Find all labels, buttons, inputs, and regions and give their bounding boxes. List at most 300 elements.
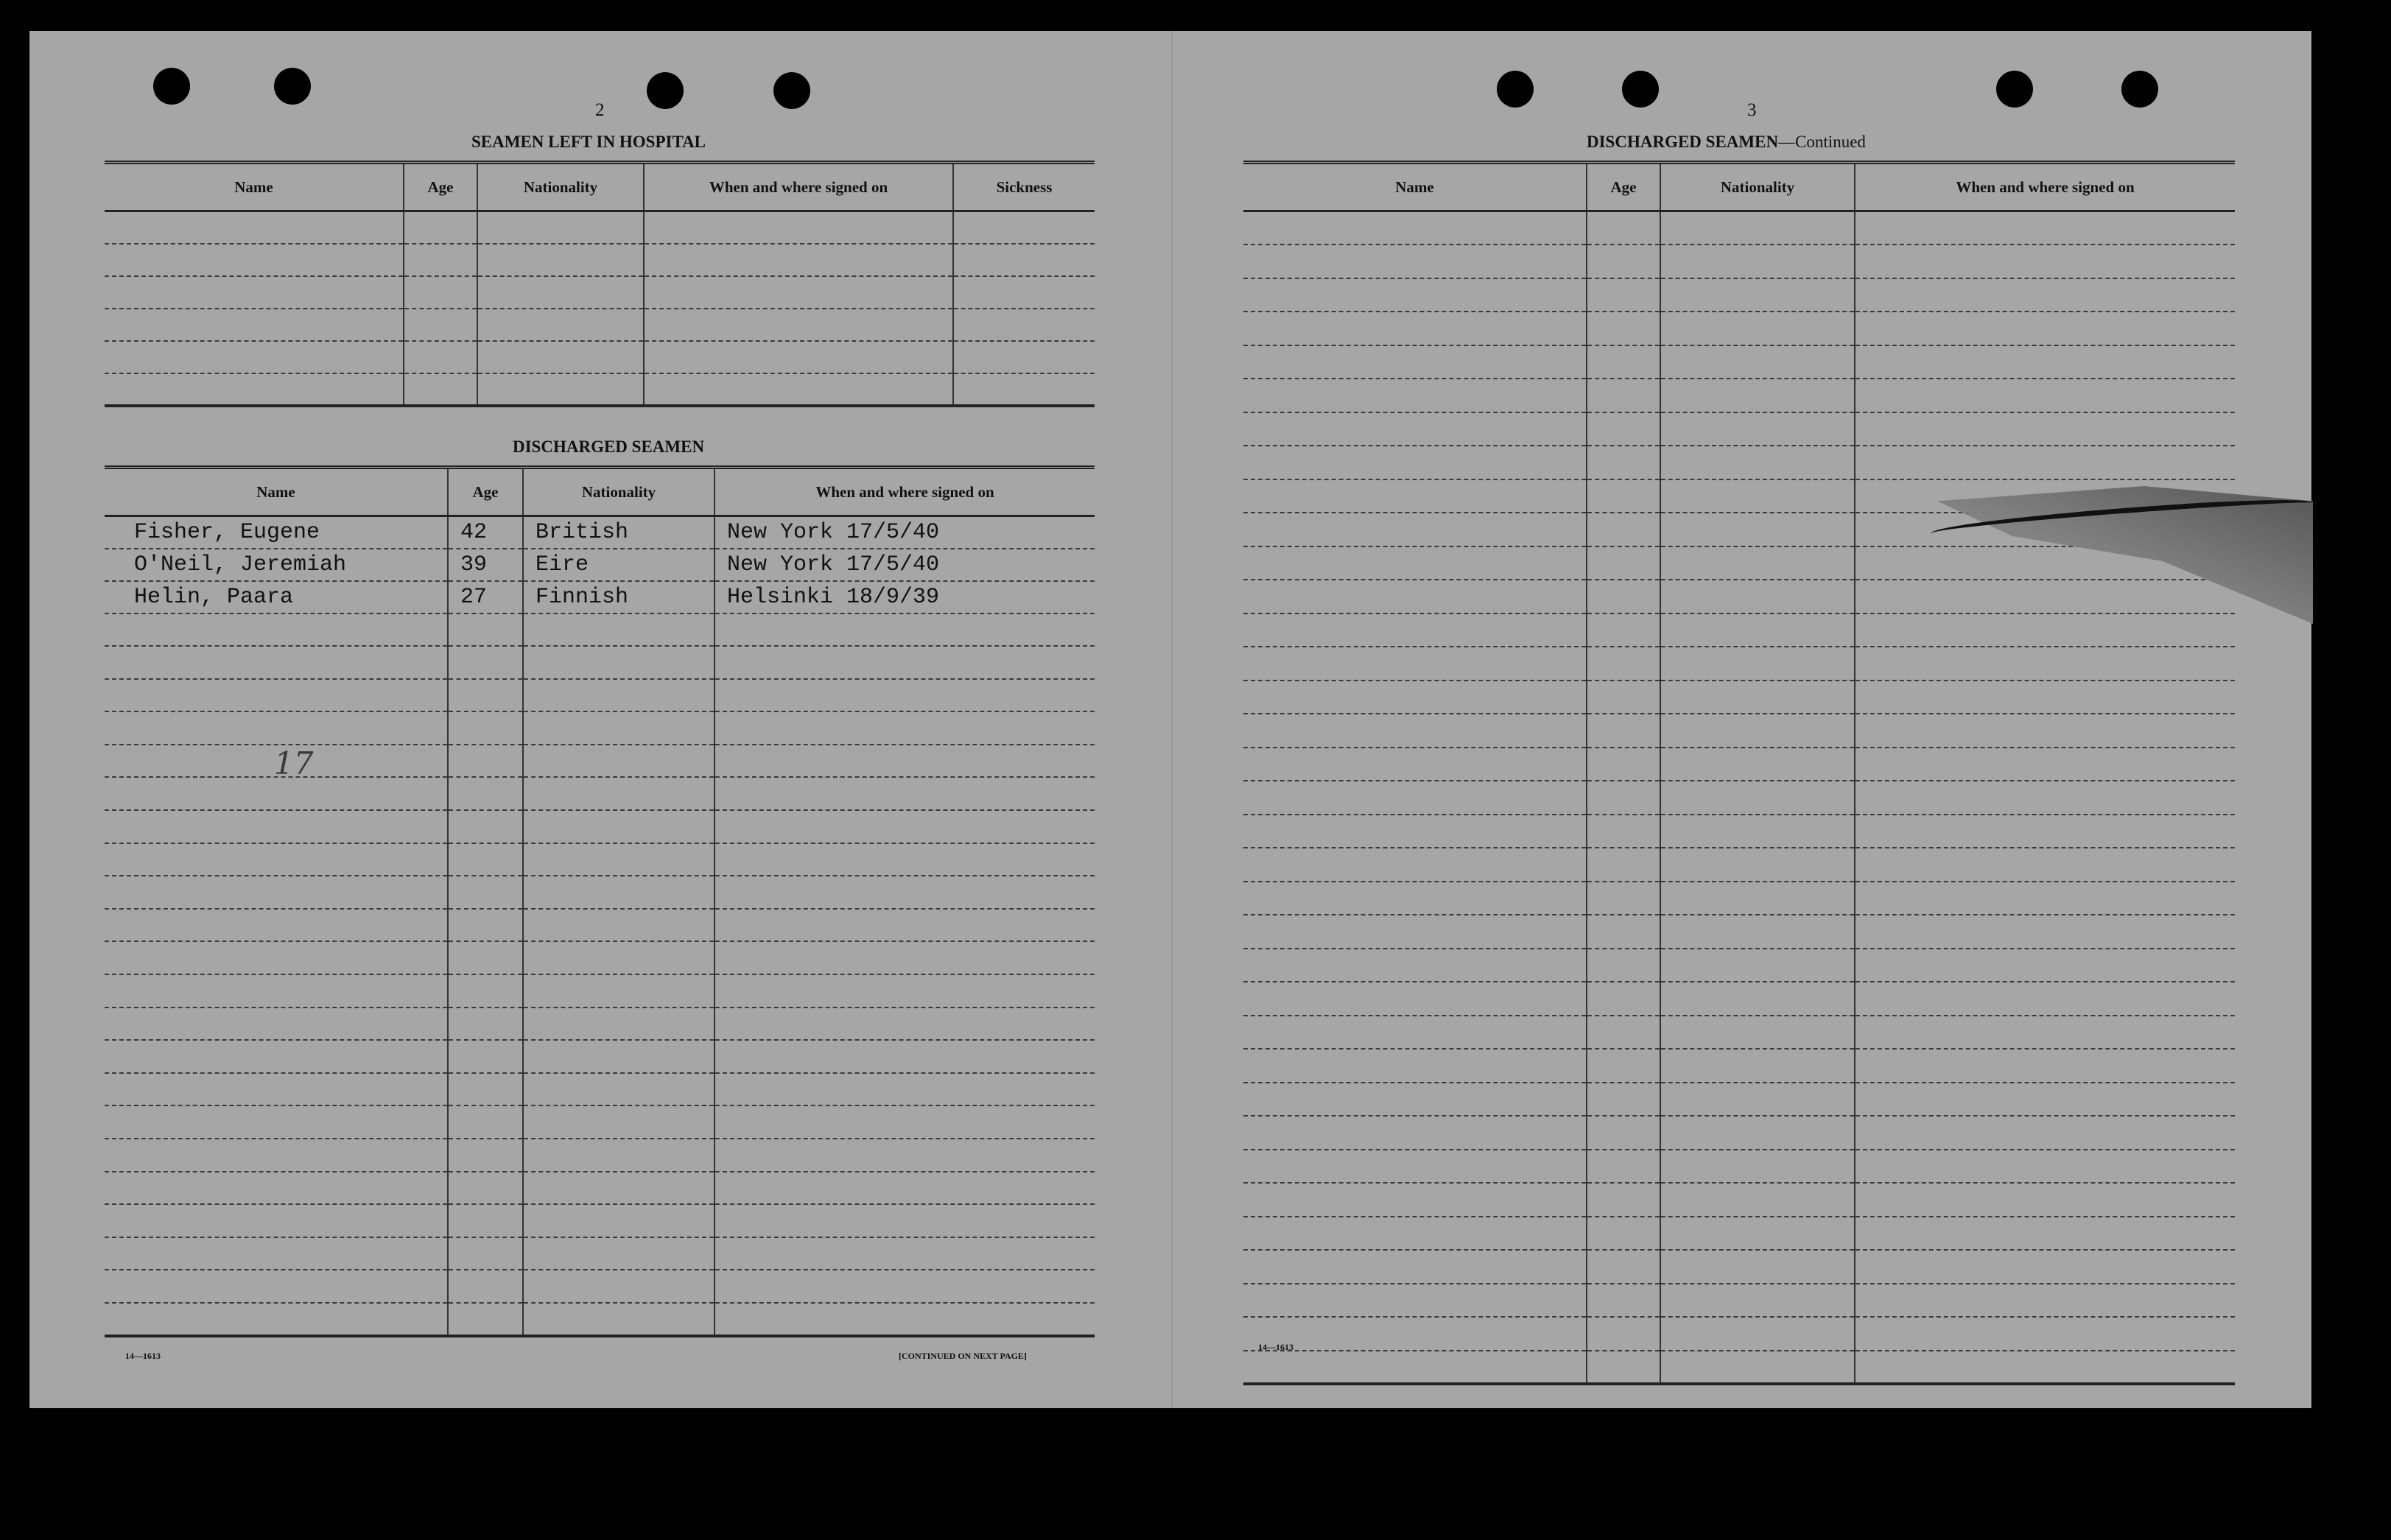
blank-cell <box>1855 915 2235 949</box>
blank-cell <box>404 276 477 309</box>
blank-cell <box>1243 1284 1587 1318</box>
blank-cell <box>523 810 715 843</box>
blank-cell <box>1243 613 1587 647</box>
blank-cell <box>1660 882 1855 915</box>
blank-cell <box>1660 345 1855 379</box>
seaman-name: Helin, Paara <box>105 581 448 613</box>
column-header: Name <box>105 163 404 211</box>
blank-table-row <box>1243 345 2235 379</box>
blank-cell <box>1243 815 1587 848</box>
blank-cell <box>1855 647 2235 681</box>
column-header: When and where signed on <box>644 163 953 211</box>
blank-cell <box>1587 647 1660 681</box>
blank-cell <box>1243 1049 1587 1083</box>
blank-cell <box>1855 949 2235 982</box>
blank-cell <box>448 711 523 745</box>
blank-cell <box>448 876 523 909</box>
handwritten-mark: 17 <box>274 745 314 781</box>
blank-cell <box>1855 714 2235 748</box>
blank-cell <box>1243 278 1587 312</box>
form-number: 14—1613 <box>1258 1342 1293 1352</box>
continued-note: [CONTINUED ON NEXT PAGE] <box>899 1351 1027 1361</box>
blank-table-row <box>1243 1083 2235 1117</box>
blank-cell <box>644 276 953 309</box>
blank-cell <box>477 373 644 406</box>
punch-hole <box>773 72 810 109</box>
blank-cell <box>1587 580 1660 613</box>
punch-hole <box>153 68 190 105</box>
blank-cell <box>1243 915 1587 949</box>
blank-cell <box>1855 848 2235 882</box>
blank-cell <box>1660 1284 1855 1318</box>
blank-cell <box>448 974 523 1008</box>
blank-cell <box>1855 379 2235 412</box>
blank-cell <box>523 1105 715 1139</box>
blank-cell <box>1660 613 1855 647</box>
blank-cell <box>105 244 404 276</box>
blank-cell <box>1660 681 1855 714</box>
blank-table-row <box>105 244 1095 276</box>
blank-cell <box>644 373 953 406</box>
blank-cell <box>1660 1351 1855 1385</box>
blank-cell <box>1587 412 1660 446</box>
blank-cell <box>715 646 1095 679</box>
blank-cell <box>448 1237 523 1270</box>
blank-cell <box>644 211 953 244</box>
blank-cell <box>523 843 715 876</box>
blank-cell <box>1587 1250 1660 1284</box>
blank-cell <box>1660 781 1855 815</box>
blank-table-row <box>105 876 1095 909</box>
blank-cell <box>448 909 523 942</box>
column-header: Nationality <box>523 468 715 516</box>
blank-cell <box>1243 245 1587 278</box>
blank-cell <box>105 1270 448 1303</box>
blank-cell <box>1855 882 2235 915</box>
blank-table-row <box>105 341 1095 373</box>
blank-cell <box>404 341 477 373</box>
blank-cell <box>1855 245 2235 278</box>
blank-cell <box>1243 714 1587 748</box>
punch-hole <box>1622 71 1659 108</box>
blank-table-row <box>105 1105 1095 1139</box>
blank-cell <box>1660 546 1855 580</box>
blank-cell <box>1587 1183 1660 1217</box>
blank-cell <box>105 711 448 745</box>
blank-cell <box>644 309 953 341</box>
blank-cell <box>1855 1183 2235 1217</box>
blank-table-row <box>1243 1217 2235 1251</box>
blank-table-row <box>105 1008 1095 1041</box>
blank-table-row <box>105 777 1095 810</box>
blank-cell <box>448 777 523 810</box>
blank-cell <box>1243 982 1587 1016</box>
blank-table-row <box>1243 915 2235 949</box>
blank-cell <box>448 810 523 843</box>
seaman-age: 39 <box>448 549 523 581</box>
seaman-signed-on: New York 17/5/40 <box>715 516 1095 549</box>
blank-table-row <box>1243 211 2235 245</box>
blank-cell <box>1587 446 1660 479</box>
blank-cell <box>1660 412 1855 446</box>
column-header: Age <box>1587 163 1660 211</box>
blank-cell <box>1243 1183 1587 1217</box>
blank-cell <box>1587 345 1660 379</box>
blank-table-row <box>105 909 1095 942</box>
blank-cell <box>1243 546 1587 580</box>
blank-cell <box>1660 848 1855 882</box>
blank-cell <box>1660 1250 1855 1284</box>
blank-cell <box>1243 1317 1587 1351</box>
blank-cell <box>448 1008 523 1041</box>
blank-cell <box>523 711 715 745</box>
blank-table-row <box>1243 1016 2235 1049</box>
blank-cell <box>523 941 715 974</box>
blank-cell <box>1587 982 1660 1016</box>
page-number: 2 <box>595 100 605 120</box>
blank-cell <box>1660 1116 1855 1150</box>
seaman-signed-on: Helsinki 18/9/39 <box>715 581 1095 613</box>
blank-table-row <box>1243 848 2235 882</box>
blank-cell <box>1660 479 1855 513</box>
blank-table-row <box>105 679 1095 712</box>
blank-cell <box>715 843 1095 876</box>
table-row <box>105 581 1095 613</box>
seaman-age: 27 <box>448 581 523 613</box>
blank-cell <box>1660 915 1855 949</box>
blank-cell <box>1660 949 1855 982</box>
blank-table-row <box>105 276 1095 309</box>
blank-table-row <box>105 373 1095 406</box>
blank-cell <box>1587 1083 1660 1117</box>
blank-cell <box>1587 748 1660 781</box>
blank-cell <box>1855 1284 2235 1318</box>
blank-cell <box>1243 647 1587 681</box>
blank-table-row <box>1243 748 2235 781</box>
blank-cell <box>715 1139 1095 1172</box>
blank-cell <box>477 211 644 244</box>
blank-cell <box>1855 748 2235 781</box>
blank-table-row <box>1243 815 2235 848</box>
blank-cell <box>523 745 715 778</box>
blank-cell <box>105 909 448 942</box>
blank-cell <box>1243 1250 1587 1284</box>
blank-cell <box>523 613 715 647</box>
blank-cell <box>448 1303 523 1336</box>
blank-cell <box>1660 714 1855 748</box>
blank-cell <box>1587 613 1660 647</box>
blank-cell <box>105 1172 448 1205</box>
blank-cell <box>1855 982 2235 1016</box>
table-row <box>105 549 1095 581</box>
blank-cell <box>105 613 448 647</box>
blank-table-row <box>1243 1116 2235 1150</box>
blank-cell <box>715 745 1095 778</box>
blank-cell <box>523 1040 715 1073</box>
blank-cell <box>404 373 477 406</box>
blank-cell <box>715 1172 1095 1205</box>
column-header: Age <box>448 468 523 516</box>
blank-table-row <box>1243 278 2235 312</box>
blank-table-row <box>105 810 1095 843</box>
blank-cell <box>715 613 1095 647</box>
blank-table-row <box>1243 647 2235 681</box>
blank-cell <box>1855 345 2235 379</box>
blank-cell <box>1660 748 1855 781</box>
blank-cell <box>105 679 448 712</box>
blank-cell <box>1855 1083 2235 1117</box>
blank-cell <box>644 341 953 373</box>
blank-table-row <box>1243 1284 2235 1318</box>
blank-cell <box>1587 479 1660 513</box>
blank-table-row <box>105 211 1095 244</box>
punch-hole <box>274 68 311 105</box>
blank-cell <box>1587 1351 1660 1385</box>
seaman-signed-on: New York 17/5/40 <box>715 549 1095 581</box>
blank-cell <box>1243 1116 1587 1150</box>
discharged-table <box>105 465 1095 1337</box>
blank-table-row <box>105 1303 1095 1336</box>
page-fold <box>1171 31 1173 1408</box>
blank-cell <box>105 941 448 974</box>
blank-cell <box>1855 1317 2235 1351</box>
blank-cell <box>1243 479 1587 513</box>
blank-table-row <box>1243 245 2235 278</box>
blank-cell <box>523 1172 715 1205</box>
blank-cell <box>1587 1016 1660 1049</box>
blank-cell <box>1243 1016 1587 1049</box>
column-header: Name <box>105 468 448 516</box>
blank-cell <box>448 646 523 679</box>
blank-cell <box>523 646 715 679</box>
blank-cell <box>1587 379 1660 412</box>
blank-cell <box>448 1105 523 1139</box>
blank-cell <box>1243 949 1587 982</box>
blank-cell <box>1660 1150 1855 1184</box>
blank-cell <box>105 1008 448 1041</box>
blank-cell <box>953 341 1095 373</box>
blank-cell <box>404 211 477 244</box>
blank-cell <box>1243 781 1587 815</box>
blank-cell <box>105 1204 448 1237</box>
blank-cell <box>1660 278 1855 312</box>
blank-cell <box>1587 546 1660 580</box>
blank-table-row <box>1243 781 2235 815</box>
blank-cell <box>1587 1049 1660 1083</box>
blank-cell <box>1587 1116 1660 1150</box>
blank-cell <box>1855 412 2235 446</box>
table-row <box>105 516 1095 549</box>
blank-cell <box>1243 412 1587 446</box>
blank-cell <box>477 244 644 276</box>
blank-cell <box>953 373 1095 406</box>
blank-cell <box>1243 748 1587 781</box>
blank-cell <box>715 810 1095 843</box>
blank-cell <box>523 1270 715 1303</box>
blank-table-row <box>1243 1150 2235 1184</box>
blank-cell <box>105 876 448 909</box>
column-header: Nationality <box>1660 163 1855 211</box>
seaman-nationality: British <box>523 516 715 549</box>
blank-cell <box>1660 312 1855 345</box>
discharged-continued-table <box>1243 161 2235 1385</box>
blank-cell <box>1855 1116 2235 1150</box>
blank-cell <box>1243 379 1587 412</box>
blank-cell <box>105 211 404 244</box>
blank-cell <box>523 1008 715 1041</box>
blank-cell <box>715 1303 1095 1336</box>
blank-table-row <box>105 1270 1095 1303</box>
blank-cell <box>715 711 1095 745</box>
blank-cell <box>1660 1317 1855 1351</box>
blank-cell <box>715 679 1095 712</box>
blank-cell <box>1855 1049 2235 1083</box>
blank-cell <box>1660 1083 1855 1117</box>
blank-cell <box>523 974 715 1008</box>
blank-cell <box>1243 513 1587 546</box>
form-number: 14—1613 <box>125 1351 161 1361</box>
blank-table-row <box>1243 1250 2235 1284</box>
blank-cell <box>1587 1150 1660 1184</box>
blank-cell <box>1243 1150 1587 1184</box>
blank-table-row <box>1243 1183 2235 1217</box>
blank-cell <box>1243 345 1587 379</box>
blank-cell <box>105 1040 448 1073</box>
blank-cell <box>1855 815 2235 848</box>
blank-table-row <box>1243 379 2235 412</box>
blank-cell <box>1855 446 2235 479</box>
punch-hole <box>1996 71 2033 108</box>
blank-cell <box>1660 580 1855 613</box>
blank-cell <box>1587 312 1660 345</box>
column-header: When and where signed on <box>1855 163 2235 211</box>
blank-cell <box>1660 1016 1855 1049</box>
blank-cell <box>715 1270 1095 1303</box>
blank-table-row <box>105 974 1095 1008</box>
blank-cell <box>448 1139 523 1172</box>
blank-cell <box>715 777 1095 810</box>
blank-cell <box>1587 815 1660 848</box>
blank-cell <box>715 1237 1095 1270</box>
blank-cell <box>1587 781 1660 815</box>
blank-cell <box>105 777 448 810</box>
blank-table-row <box>1243 446 2235 479</box>
blank-cell <box>1587 882 1660 915</box>
blank-table-row <box>1243 982 2235 1016</box>
blank-cell <box>1587 1284 1660 1318</box>
blank-table-row <box>1243 412 2235 446</box>
blank-cell <box>715 1204 1095 1237</box>
blank-cell <box>477 341 644 373</box>
blank-cell <box>953 244 1095 276</box>
blank-cell <box>523 909 715 942</box>
blank-cell <box>523 876 715 909</box>
blank-cell <box>477 276 644 309</box>
blank-cell <box>1587 513 1660 546</box>
blank-cell <box>1855 211 2235 245</box>
blank-cell <box>1587 211 1660 245</box>
blank-cell <box>953 309 1095 341</box>
hospital-table <box>105 161 1095 407</box>
blank-cell <box>1587 949 1660 982</box>
blank-cell <box>1855 1016 2235 1049</box>
blank-cell <box>1243 211 1587 245</box>
blank-cell <box>105 1073 448 1106</box>
blank-cell <box>105 810 448 843</box>
blank-cell <box>715 909 1095 942</box>
blank-cell <box>1660 982 1855 1016</box>
blank-cell <box>1587 278 1660 312</box>
blank-cell <box>1660 379 1855 412</box>
column-header: Age <box>404 163 477 211</box>
blank-table-row <box>1243 580 2235 613</box>
seaman-name: Fisher, Eugene <box>105 516 448 549</box>
blank-table-row <box>105 1073 1095 1106</box>
blank-cell <box>1243 882 1587 915</box>
column-header: Nationality <box>477 163 644 211</box>
blank-cell <box>448 1073 523 1106</box>
blank-cell <box>1587 245 1660 278</box>
blank-table-row <box>1243 714 2235 748</box>
blank-table-row <box>105 941 1095 974</box>
blank-cell <box>715 1040 1095 1073</box>
blank-table-row <box>105 309 1095 341</box>
blank-cell <box>1855 1351 2235 1385</box>
blank-cell <box>448 941 523 974</box>
blank-table-row <box>1243 1317 2235 1351</box>
blank-cell <box>1243 580 1587 613</box>
blank-cell <box>448 613 523 647</box>
punch-hole <box>647 72 684 109</box>
blank-cell <box>1660 211 1855 245</box>
blank-cell <box>448 843 523 876</box>
seaman-age: 42 <box>448 516 523 549</box>
blank-table-row <box>1243 312 2235 345</box>
blank-cell <box>1587 915 1660 949</box>
blank-cell <box>105 1139 448 1172</box>
blank-table-row <box>1243 949 2235 982</box>
blank-table-row <box>105 1172 1095 1205</box>
blank-cell <box>1587 848 1660 882</box>
blank-cell <box>1243 1217 1587 1251</box>
blank-table-row <box>105 1040 1095 1073</box>
blank-cell <box>1243 848 1587 882</box>
blank-cell <box>1660 446 1855 479</box>
blank-table-row <box>105 1139 1095 1172</box>
blank-cell <box>1855 278 2235 312</box>
blank-table-row <box>105 613 1095 647</box>
blank-cell <box>448 1040 523 1073</box>
blank-cell <box>1660 647 1855 681</box>
blank-cell <box>1855 613 2235 647</box>
blank-table-row <box>1243 613 2235 647</box>
blank-cell <box>523 679 715 712</box>
blank-cell <box>448 1270 523 1303</box>
blank-cell <box>715 876 1095 909</box>
blank-cell <box>1660 815 1855 848</box>
blank-cell <box>448 679 523 712</box>
blank-cell <box>105 276 404 309</box>
blank-table-row <box>105 646 1095 679</box>
blank-table-row <box>1243 681 2235 714</box>
blank-cell <box>1587 1217 1660 1251</box>
blank-cell <box>1243 446 1587 479</box>
blank-cell <box>1855 1150 2235 1184</box>
blank-table-row <box>1243 1049 2235 1083</box>
blank-cell <box>1855 781 2235 815</box>
blank-cell <box>105 843 448 876</box>
discharged-continued-title: DISCHARGED SEAMEN—Continued <box>1587 133 1866 151</box>
